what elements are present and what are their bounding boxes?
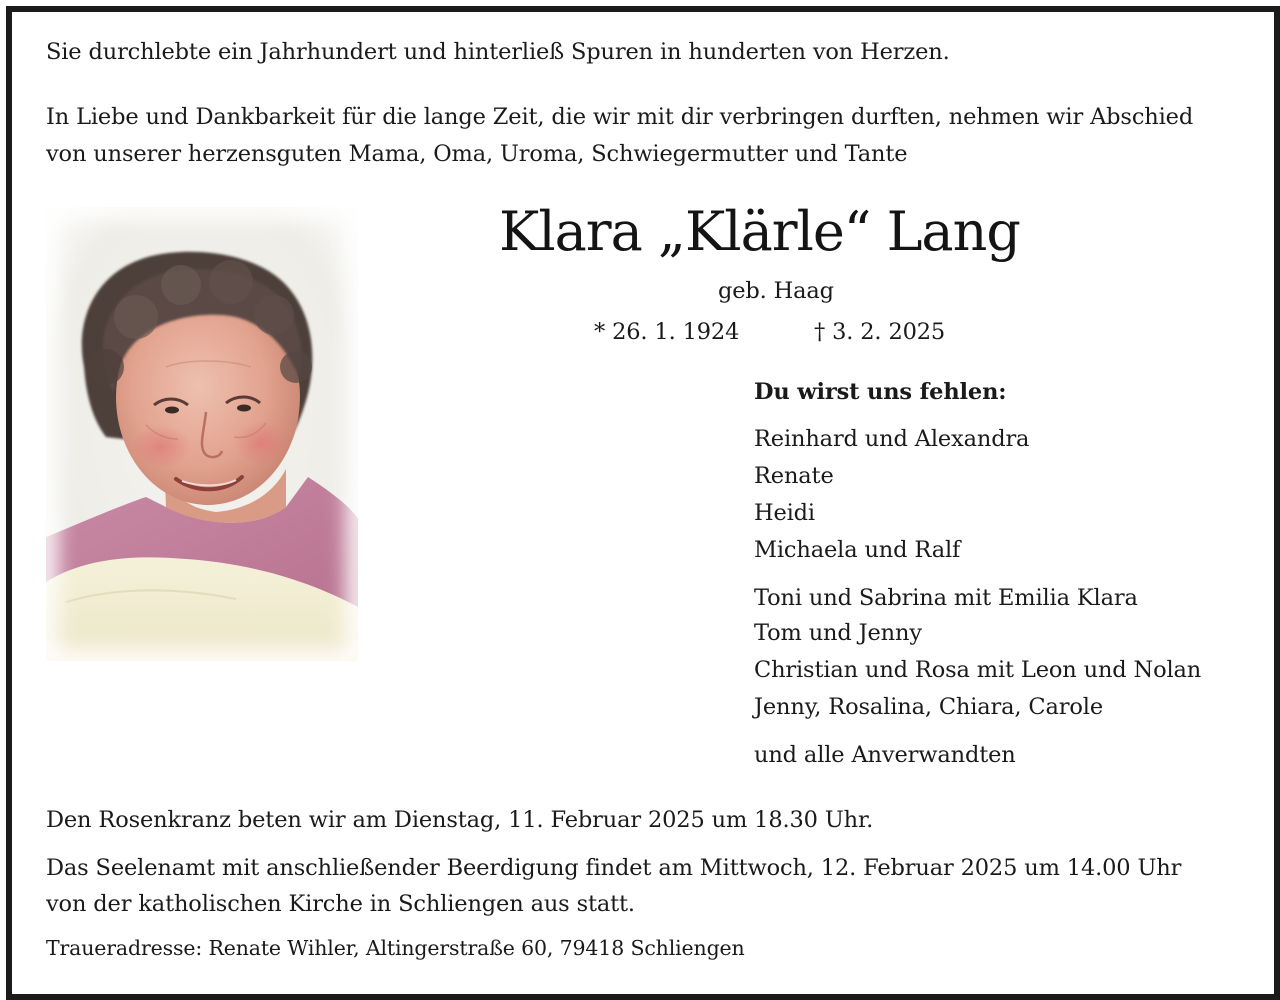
birth-name: geb. Haag	[718, 278, 834, 304]
death-date: † 3. 2. 2025	[814, 319, 946, 345]
portrait-illustration	[46, 207, 358, 661]
portrait-photo	[46, 207, 358, 661]
mourner-line: Toni und Sabrina mit Emilia Klara	[754, 585, 1138, 611]
mourner-line: Michaela und Ralf	[754, 537, 961, 563]
requiem-info-line-1: Das Seelenamt mit anschließender Beerdigung findet am Mittwoch, 12. Februar 2025 um 14.00 Uhr	[46, 855, 1182, 881]
intro-line-2: In Liebe und Dankbarkeit für die lange Zeit, die wir mit dir verbringen durften, nehmen wir Abschied	[46, 104, 1194, 130]
rosary-info: Den Rosenkranz beten wir am Dienstag, 11. Februar 2025 um 18.30 Uhr.	[46, 807, 874, 833]
mourner-line: Christian und Rosa mit Leon und Nolan	[754, 657, 1202, 683]
mourner-line: Jenny, Rosalina, Chiara, Carole	[754, 694, 1103, 720]
mourning-address: Traueradresse: Renate Wihler, Altingerstraße 60, 79418 Schliengen	[46, 936, 745, 960]
mourners-closing: und alle Anverwandten	[754, 742, 1016, 768]
intro-line-3: von unserer herzensguten Mama, Oma, Uroma, Schwiegermutter und Tante	[46, 141, 908, 167]
mourner-line: Tom und Jenny	[754, 620, 922, 646]
mourner-line: Renate	[754, 463, 834, 489]
mourner-line: Reinhard und Alexandra	[754, 426, 1030, 452]
deceased-name: Klara „Klärle“ Lang	[499, 200, 1020, 263]
mourner-line: Heidi	[754, 500, 815, 526]
mourners-heading: Du wirst uns fehlen:	[754, 379, 1007, 405]
intro-line-1: Sie durchlebte ein Jahrhundert und hinterließ Spuren in hunderten von Herzen.	[46, 39, 950, 65]
requiem-info-line-2: von der katholischen Kirche in Schliengen aus statt.	[46, 891, 635, 917]
birth-date: * 26. 1. 1924	[594, 319, 740, 345]
